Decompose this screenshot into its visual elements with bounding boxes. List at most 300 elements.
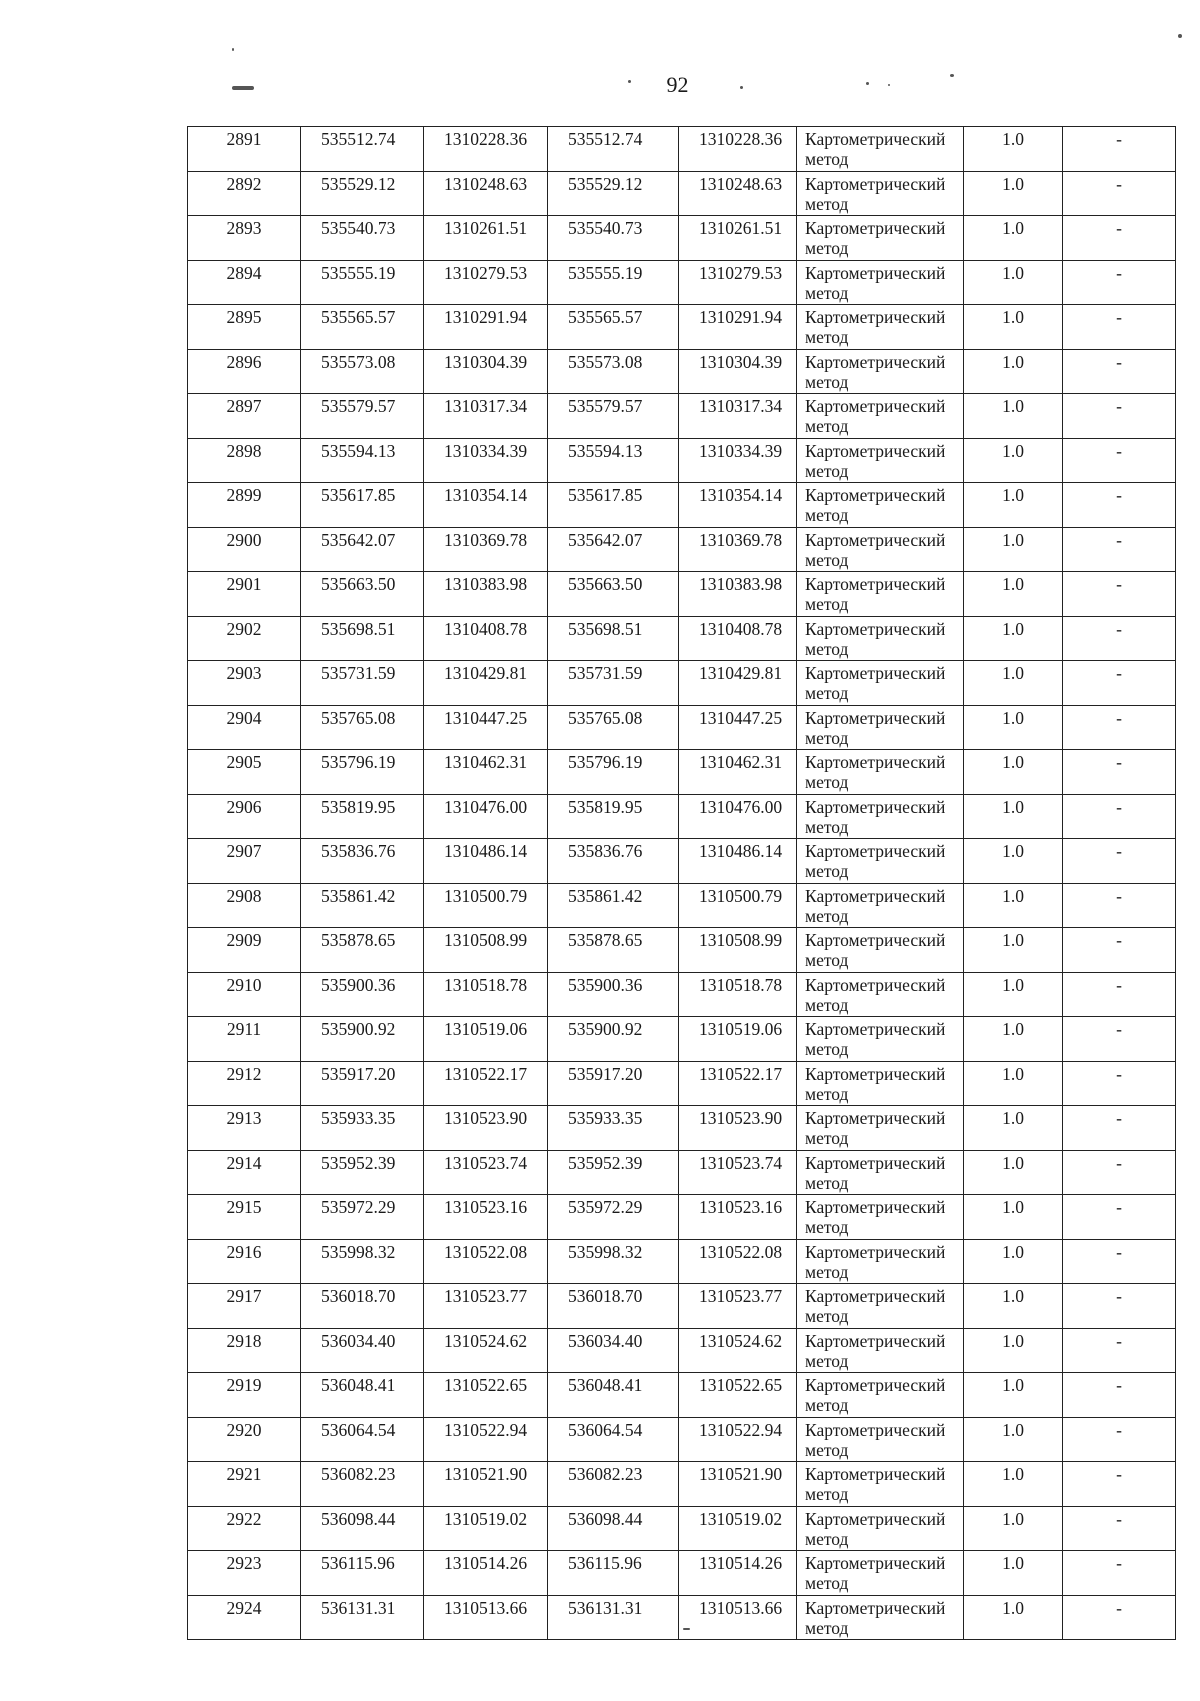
x-refined-cell: 536115.96 <box>548 1551 679 1596</box>
y-refined-cell: 1310248.63 <box>679 171 797 216</box>
accuracy-cell: 1.0 <box>964 1328 1063 1373</box>
method-cell <box>797 972 964 1017</box>
y-existing-cell: 1310476.00 <box>424 794 548 839</box>
accuracy-cell: 1.0 <box>964 616 1063 661</box>
y-existing-cell: 1310522.17 <box>424 1061 548 1106</box>
x-refined-cell: 535540.73 <box>548 216 679 261</box>
note-cell: - <box>1063 883 1176 928</box>
accuracy-cell: 1.0 <box>964 349 1063 394</box>
method-line-2: метод <box>805 1128 849 1148</box>
table-row <box>188 349 1176 394</box>
y-existing-cell: 1310508.99 <box>424 928 548 973</box>
method-line-1: Картометрический <box>805 885 946 906</box>
table-row <box>188 1328 1176 1373</box>
accuracy-cell: 1.0 <box>964 1284 1063 1329</box>
x-existing-cell: 535698.51 <box>301 616 424 661</box>
x-refined-cell: 535900.92 <box>548 1017 679 1062</box>
scan-speck <box>232 86 254 90</box>
y-existing-cell: 1310369.78 <box>424 527 548 572</box>
method-line-2: метод <box>805 905 849 926</box>
method-cell <box>797 1417 964 1462</box>
y-existing-cell: 1310429.81 <box>424 661 548 706</box>
method-line-2: метод <box>805 594 849 614</box>
method-cell <box>797 394 964 439</box>
method-cell <box>797 1328 964 1373</box>
x-existing-cell: 535900.36 <box>301 972 424 1017</box>
table-row <box>188 616 1176 661</box>
accuracy-cell: 1.0 <box>964 527 1063 572</box>
method-line-2: метод <box>805 772 849 792</box>
y-refined-cell: 1310408.78 <box>679 616 797 661</box>
point-number-cell: 2891 <box>188 127 301 172</box>
table-row <box>188 1239 1176 1284</box>
table-row <box>188 794 1176 839</box>
x-existing-cell: 535540.73 <box>301 216 424 261</box>
method-line-2: метод <box>805 1261 849 1282</box>
method-cell <box>797 928 964 973</box>
table-row <box>188 1506 1176 1551</box>
y-refined-cell: 1310476.00 <box>679 794 797 839</box>
table-row <box>188 1551 1176 1596</box>
x-existing-cell: 535565.57 <box>301 305 424 350</box>
table-row <box>188 260 1176 305</box>
method-line-1: Картометрический <box>805 1152 946 1173</box>
accuracy-cell: 1.0 <box>964 1017 1063 1062</box>
method-cell <box>797 1551 964 1596</box>
method-cell <box>797 705 964 750</box>
y-refined-cell: 1310354.14 <box>679 483 797 528</box>
y-existing-cell: 1310522.08 <box>424 1239 548 1284</box>
point-number-cell: 2901 <box>188 572 301 617</box>
method-line-1: Картометрический <box>805 129 946 149</box>
method-line-2: метод <box>805 1439 849 1460</box>
scan-speck <box>628 80 631 83</box>
method-line-2: метод <box>805 549 849 570</box>
y-refined-cell: 1310522.65 <box>679 1373 797 1418</box>
point-number-cell: 2893 <box>188 216 301 261</box>
point-number-cell: 2892 <box>188 171 301 216</box>
y-refined-cell: 1310429.81 <box>679 661 797 706</box>
x-refined-cell: 535972.29 <box>548 1195 679 1240</box>
table-row <box>188 1462 1176 1507</box>
table-row <box>188 1417 1176 1462</box>
accuracy-cell: 1.0 <box>964 1417 1063 1462</box>
method-cell <box>797 661 964 706</box>
method-line-2: метод <box>805 1306 849 1326</box>
point-number-cell: 2905 <box>188 750 301 795</box>
note-cell: - <box>1063 1328 1176 1373</box>
x-refined-cell: 536064.54 <box>548 1417 679 1462</box>
x-existing-cell: 535819.95 <box>301 794 424 839</box>
accuracy-cell: 1.0 <box>964 483 1063 528</box>
method-cell <box>797 1106 964 1151</box>
method-line-1: Картометрический <box>805 262 946 283</box>
point-number-cell: 2897 <box>188 394 301 439</box>
note-cell: - <box>1063 1017 1176 1062</box>
table-row <box>188 1106 1176 1151</box>
method-line-1: Картометрический <box>805 974 946 995</box>
y-refined-cell: 1310519.02 <box>679 1506 797 1551</box>
y-existing-cell: 1310519.06 <box>424 1017 548 1062</box>
method-cell <box>797 1061 964 1106</box>
method-line-2: метод <box>805 1172 849 1193</box>
x-existing-cell: 535529.12 <box>301 171 424 216</box>
x-refined-cell: 536018.70 <box>548 1284 679 1329</box>
table-row <box>188 1150 1176 1195</box>
x-refined-cell: 535819.95 <box>548 794 679 839</box>
method-line-1: Картометрический <box>805 707 946 728</box>
y-refined-cell: 1310447.25 <box>679 705 797 750</box>
y-existing-cell: 1310513.66 <box>424 1595 548 1640</box>
method-cell <box>797 1506 964 1551</box>
table-row <box>188 705 1176 750</box>
x-existing-cell: 535642.07 <box>301 527 424 572</box>
point-number-cell: 2910 <box>188 972 301 1017</box>
method-line-2: метод <box>805 683 849 703</box>
x-refined-cell: 535573.08 <box>548 349 679 394</box>
accuracy-cell: 1.0 <box>964 394 1063 439</box>
method-cell <box>797 260 964 305</box>
x-existing-cell: 536048.41 <box>301 1373 424 1418</box>
y-refined-cell: 1310521.90 <box>679 1462 797 1507</box>
method-line-1: Картометрический <box>805 396 946 416</box>
x-existing-cell: 536018.70 <box>301 1284 424 1329</box>
x-existing-cell: 535663.50 <box>301 572 424 617</box>
y-refined-cell: 1310514.26 <box>679 1551 797 1596</box>
x-existing-cell: 535972.29 <box>301 1195 424 1240</box>
point-number-cell: 2900 <box>188 527 301 572</box>
x-refined-cell: 536034.40 <box>548 1328 679 1373</box>
point-number-cell: 2908 <box>188 883 301 928</box>
method-line-1: Картометрический <box>805 1508 946 1529</box>
y-existing-cell: 1310522.94 <box>424 1417 548 1462</box>
y-refined-cell: 1310317.34 <box>679 394 797 439</box>
method-line-2: метод <box>805 1573 849 1593</box>
point-number-cell: 2899 <box>188 483 301 528</box>
y-existing-cell: 1310354.14 <box>424 483 548 528</box>
table-row <box>188 1595 1176 1640</box>
method-cell <box>797 1595 964 1640</box>
y-refined-cell: 1310518.78 <box>679 972 797 1017</box>
method-cell <box>797 1462 964 1507</box>
y-existing-cell: 1310486.14 <box>424 839 548 884</box>
point-number-cell: 2921 <box>188 1462 301 1507</box>
table-row <box>188 438 1176 483</box>
note-cell: - <box>1063 483 1176 528</box>
scan-speck <box>888 84 890 86</box>
x-existing-cell: 535512.74 <box>301 127 424 172</box>
point-number-cell: 2924 <box>188 1595 301 1640</box>
x-refined-cell: 535917.20 <box>548 1061 679 1106</box>
x-existing-cell: 535878.65 <box>301 928 424 973</box>
note-cell: - <box>1063 260 1176 305</box>
x-existing-cell: 535555.19 <box>301 260 424 305</box>
method-cell <box>797 1373 964 1418</box>
method-line-2: метод <box>805 149 849 169</box>
y-existing-cell: 1310523.16 <box>424 1195 548 1240</box>
point-number-cell: 2909 <box>188 928 301 973</box>
table-row <box>188 750 1176 795</box>
method-cell <box>797 527 964 572</box>
y-existing-cell: 1310522.65 <box>424 1373 548 1418</box>
x-existing-cell: 535796.19 <box>301 750 424 795</box>
point-number-cell: 2918 <box>188 1328 301 1373</box>
accuracy-cell: 1.0 <box>964 1551 1063 1596</box>
accuracy-cell: 1.0 <box>964 171 1063 216</box>
x-refined-cell: 535836.76 <box>548 839 679 884</box>
method-line-2: метод <box>805 1528 849 1549</box>
accuracy-cell: 1.0 <box>964 928 1063 973</box>
table-body <box>188 127 1176 1640</box>
y-refined-cell: 1310462.31 <box>679 750 797 795</box>
x-existing-cell: 535952.39 <box>301 1150 424 1195</box>
method-line-2: метод <box>805 282 849 303</box>
note-cell: - <box>1063 127 1176 172</box>
point-number-cell: 2919 <box>188 1373 301 1418</box>
method-line-2: метод <box>805 327 849 347</box>
x-refined-cell: 536131.31 <box>548 1595 679 1640</box>
accuracy-cell: 1.0 <box>964 705 1063 750</box>
method-line-2: метод <box>805 1039 849 1059</box>
x-existing-cell: 536082.23 <box>301 1462 424 1507</box>
method-cell <box>797 1239 964 1284</box>
method-cell <box>797 1195 964 1240</box>
accuracy-cell: 1.0 <box>964 1506 1063 1551</box>
y-existing-cell: 1310500.79 <box>424 883 548 928</box>
point-number-cell: 2914 <box>188 1150 301 1195</box>
y-refined-cell: 1310522.17 <box>679 1061 797 1106</box>
note-cell: - <box>1063 1195 1176 1240</box>
note-cell: - <box>1063 705 1176 750</box>
table-row <box>188 216 1176 261</box>
point-number-cell: 2923 <box>188 1551 301 1596</box>
method-line-1: Картометрический <box>805 1019 946 1039</box>
method-line-1: Картометрический <box>805 618 946 639</box>
note-cell: - <box>1063 349 1176 394</box>
method-line-2: метод <box>805 727 849 748</box>
table-row <box>188 1373 1176 1418</box>
y-refined-cell: 1310334.39 <box>679 438 797 483</box>
note-cell: - <box>1063 1373 1176 1418</box>
x-existing-cell: 535731.59 <box>301 661 424 706</box>
method-line-2: метод <box>805 460 849 481</box>
x-existing-cell: 536115.96 <box>301 1551 424 1596</box>
note-cell: - <box>1063 1061 1176 1106</box>
table-row <box>188 305 1176 350</box>
table-row <box>188 171 1176 216</box>
y-refined-cell: 1310304.39 <box>679 349 797 394</box>
note-cell: - <box>1063 171 1176 216</box>
y-refined-cell: 1310523.16 <box>679 1195 797 1240</box>
point-number-cell: 2896 <box>188 349 301 394</box>
method-line-1: Картометрический <box>805 752 946 772</box>
x-refined-cell: 535663.50 <box>548 572 679 617</box>
method-line-2: метод <box>805 1395 849 1415</box>
x-existing-cell: 536131.31 <box>301 1595 424 1640</box>
note-cell: - <box>1063 527 1176 572</box>
method-line-1: Картометрический <box>805 218 946 238</box>
table-row <box>188 1284 1176 1329</box>
y-refined-cell: 1310500.79 <box>679 883 797 928</box>
method-line-2: метод <box>805 1083 849 1104</box>
y-refined-cell: 1310513.66 <box>679 1595 797 1640</box>
accuracy-cell: 1.0 <box>964 794 1063 839</box>
y-refined-cell: 1310523.77 <box>679 1284 797 1329</box>
accuracy-cell: 1.0 <box>964 1106 1063 1151</box>
accuracy-cell: 1.0 <box>964 1462 1063 1507</box>
method-line-2: метод <box>805 416 849 436</box>
method-line-1: Картометрический <box>805 1375 946 1395</box>
method-line-1: Картометрический <box>805 1330 946 1351</box>
table-row <box>188 661 1176 706</box>
note-cell: - <box>1063 216 1176 261</box>
x-existing-cell: 535765.08 <box>301 705 424 750</box>
note-cell: - <box>1063 1506 1176 1551</box>
method-line-2: метод <box>805 861 849 881</box>
x-existing-cell: 535917.20 <box>301 1061 424 1106</box>
y-existing-cell: 1310523.90 <box>424 1106 548 1151</box>
method-cell <box>797 483 964 528</box>
method-line-2: метод <box>805 1217 849 1237</box>
y-refined-cell: 1310291.94 <box>679 305 797 350</box>
y-refined-cell: 1310524.62 <box>679 1328 797 1373</box>
method-line-1: Картометрический <box>805 663 946 683</box>
point-number-cell: 2907 <box>188 839 301 884</box>
table-row <box>188 572 1176 617</box>
method-line-2: метод <box>805 1484 849 1504</box>
table-row <box>188 883 1176 928</box>
y-existing-cell: 1310291.94 <box>424 305 548 350</box>
x-refined-cell: 536048.41 <box>548 1373 679 1418</box>
accuracy-cell: 1.0 <box>964 1373 1063 1418</box>
method-line-1: Картометрический <box>805 841 946 861</box>
method-line-2: метод <box>805 816 849 837</box>
point-number-cell: 2894 <box>188 260 301 305</box>
table-row <box>188 839 1176 884</box>
scan-speck <box>950 74 954 77</box>
method-line-1: Картометрический <box>805 796 946 817</box>
table-row <box>188 527 1176 572</box>
x-refined-cell: 535765.08 <box>548 705 679 750</box>
note-cell: - <box>1063 1150 1176 1195</box>
scan-speck <box>740 86 743 89</box>
table-row <box>188 1195 1176 1240</box>
method-cell <box>797 1284 964 1329</box>
method-cell <box>797 305 964 350</box>
x-refined-cell: 535900.36 <box>548 972 679 1017</box>
y-existing-cell: 1310248.63 <box>424 171 548 216</box>
y-existing-cell: 1310523.74 <box>424 1150 548 1195</box>
point-number-cell: 2906 <box>188 794 301 839</box>
x-refined-cell: 535731.59 <box>548 661 679 706</box>
method-line-1: Картометрический <box>805 173 946 194</box>
x-refined-cell: 535933.35 <box>548 1106 679 1151</box>
method-cell <box>797 1017 964 1062</box>
method-line-2: метод <box>805 638 849 659</box>
table-row <box>188 972 1176 1017</box>
method-cell <box>797 616 964 661</box>
point-number-cell: 2895 <box>188 305 301 350</box>
table-row <box>188 483 1176 528</box>
y-existing-cell: 1310334.39 <box>424 438 548 483</box>
y-existing-cell: 1310228.36 <box>424 127 548 172</box>
method-line-1: Картометрический <box>805 440 946 461</box>
y-refined-cell: 1310486.14 <box>679 839 797 884</box>
scan-speck <box>232 48 234 51</box>
x-refined-cell: 535796.19 <box>548 750 679 795</box>
y-existing-cell: 1310279.53 <box>424 260 548 305</box>
x-refined-cell: 535698.51 <box>548 616 679 661</box>
note-cell: - <box>1063 1551 1176 1596</box>
method-line-2: метод <box>805 1350 849 1371</box>
y-existing-cell: 1310462.31 <box>424 750 548 795</box>
accuracy-cell: 1.0 <box>964 216 1063 261</box>
method-cell <box>797 349 964 394</box>
method-line-2: метод <box>805 193 849 214</box>
x-existing-cell: 536064.54 <box>301 1417 424 1462</box>
point-number-cell: 2902 <box>188 616 301 661</box>
x-existing-cell: 535617.85 <box>301 483 424 528</box>
point-number-cell: 2915 <box>188 1195 301 1240</box>
y-refined-cell: 1310522.94 <box>679 1417 797 1462</box>
note-cell: - <box>1063 1417 1176 1462</box>
method-line-1: Картометрический <box>805 485 946 505</box>
method-line-1: Картометрический <box>805 1063 946 1084</box>
y-refined-cell: 1310523.74 <box>679 1150 797 1195</box>
accuracy-cell: 1.0 <box>964 750 1063 795</box>
x-refined-cell: 536082.23 <box>548 1462 679 1507</box>
method-line-1: Картометрический <box>805 307 946 327</box>
method-line-1: Картометрический <box>805 1597 946 1618</box>
method-cell <box>797 1150 964 1195</box>
method-cell <box>797 127 964 172</box>
method-line-1: Картометрический <box>805 1464 946 1484</box>
y-existing-cell: 1310408.78 <box>424 616 548 661</box>
note-cell: - <box>1063 572 1176 617</box>
method-line-2: метод <box>805 994 849 1015</box>
method-cell <box>797 572 964 617</box>
y-refined-cell: 1310522.08 <box>679 1239 797 1284</box>
method-cell <box>797 839 964 884</box>
x-existing-cell: 535900.92 <box>301 1017 424 1062</box>
note-cell: - <box>1063 839 1176 884</box>
x-existing-cell: 536098.44 <box>301 1506 424 1551</box>
table-row <box>188 127 1176 172</box>
note-cell: - <box>1063 661 1176 706</box>
y-existing-cell: 1310261.51 <box>424 216 548 261</box>
accuracy-cell: 1.0 <box>964 260 1063 305</box>
accuracy-cell: 1.0 <box>964 883 1063 928</box>
method-line-1: Картометрический <box>805 1553 946 1573</box>
y-existing-cell: 1310518.78 <box>424 972 548 1017</box>
x-existing-cell: 535573.08 <box>301 349 424 394</box>
point-number-cell: 2903 <box>188 661 301 706</box>
point-number-cell: 2912 <box>188 1061 301 1106</box>
method-line-1: Картометрический <box>805 1108 946 1128</box>
x-refined-cell: 535555.19 <box>548 260 679 305</box>
method-line-1: Картометрический <box>805 574 946 594</box>
y-existing-cell: 1310304.39 <box>424 349 548 394</box>
method-line-1: Картометрический <box>805 351 946 372</box>
y-refined-cell: 1310508.99 <box>679 928 797 973</box>
note-cell: - <box>1063 1595 1176 1640</box>
method-cell <box>797 794 964 839</box>
y-existing-cell: 1310524.62 <box>424 1328 548 1373</box>
table-row <box>188 1017 1176 1062</box>
accuracy-cell: 1.0 <box>964 839 1063 884</box>
y-refined-cell: 1310228.36 <box>679 127 797 172</box>
x-existing-cell: 535933.35 <box>301 1106 424 1151</box>
